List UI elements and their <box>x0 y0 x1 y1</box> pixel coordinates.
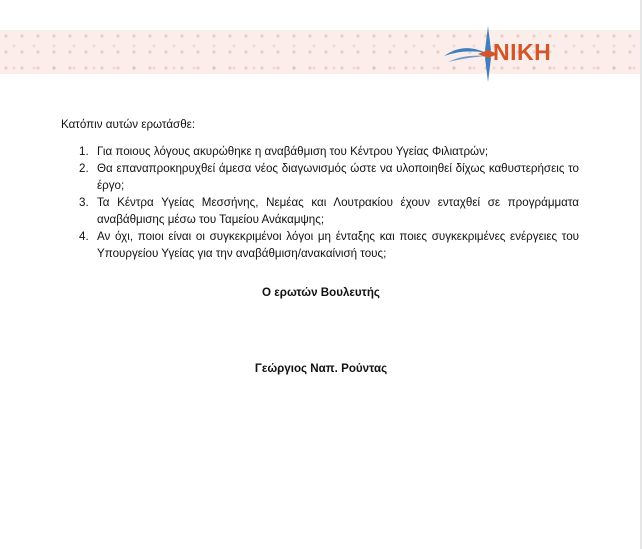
signature-name: Γεώργιος Ναπ. Ρούντας <box>254 362 388 375</box>
list-item-text: Τα Κέντρα Υγείας Μεσσήνης, Νεμέας και Λουτρακίου έχουν ενταχθεί σε προγράμματα αναβάθμισης μέσω του Ταμείου Ανάκαμψης; <box>97 196 579 226</box>
list-item-number: 1. <box>79 145 89 158</box>
niki-logo <box>440 26 562 82</box>
list-item <box>61 143 579 160</box>
list-item <box>61 228 579 262</box>
document-body <box>61 116 579 262</box>
list-item-text: Θα επαναπροκηρυχθεί άμεσα νέος διαγωνισμός ώστε να υλοποιηθεί δίχως καθυστερήσεις το έργο; <box>97 162 579 192</box>
intro-text: Κατόπιν αυτών ερωτάσθε: <box>61 118 196 131</box>
list-item-number: 4. <box>79 230 89 243</box>
list-item <box>61 160 579 194</box>
signature-title: Ο ερωτών Βουλευτής <box>262 286 380 299</box>
list-item-text: Για ποιους λόγους ακυρώθηκε η αναβάθμιση του Κέντρου Υγείας Φιλιατρών; <box>97 145 489 158</box>
list-item <box>61 194 579 228</box>
logo-text: ΝΙΚΗ <box>493 39 552 65</box>
questions-list <box>61 143 579 262</box>
list-item-number: 3. <box>79 196 89 209</box>
list-item-number: 2. <box>79 162 89 175</box>
list-item-text: Αν όχι, ποιοι είναι οι συγκεκριμένοι λόγοι μη ένταξης και ποιες συγκεκριμένες ενέργειες του Υπουργείου Υγείας για την αναβάθμιση/ανακαίνισή τους; <box>97 230 579 260</box>
